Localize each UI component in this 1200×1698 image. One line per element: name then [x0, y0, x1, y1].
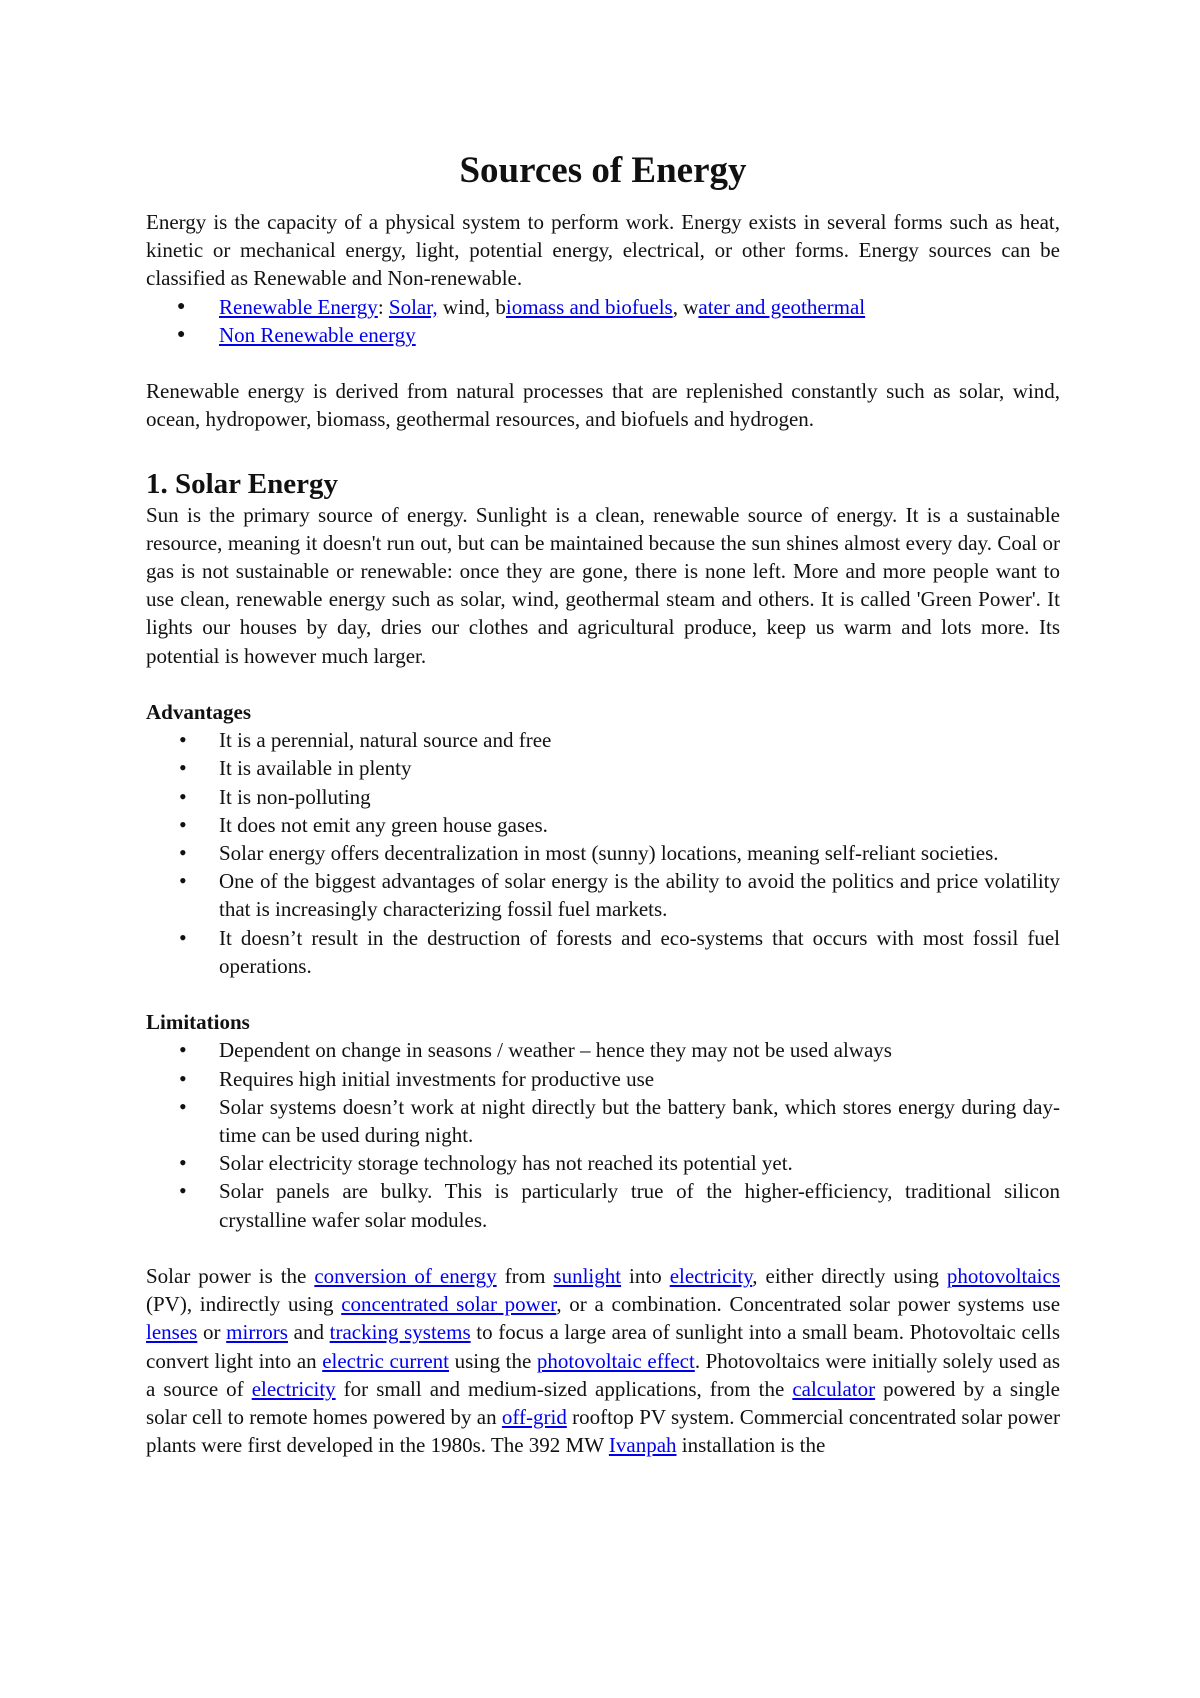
inline-link[interactable]: off-grid [501, 1405, 567, 1430]
water-geothermal-link[interactable]: ater and geothermal [698, 294, 866, 319]
list-item: • One of the biggest advantages of solar energy is the ability to avoid the politics and price volatility that is increasingly characterizing fossil fuel markets. [219, 867, 1060, 923]
advantages-list [146, 726, 1060, 980]
text: , either directly using [752, 1264, 947, 1289]
list-item: • Solar panels are bulky. This is particularly true of the higher-efficiency, traditional silicon crystalline wafer solar modules. [219, 1177, 1060, 1233]
list-item: • Solar energy offers decentralization in most (sunny) locations, meaning self-reliant societies. [219, 839, 1060, 867]
limitations-list [146, 1036, 1060, 1233]
text: , or a combination. Concentrated solar power systems use [556, 1292, 1061, 1317]
list-item: • Dependent on change in seasons / weather – hence they may not be used always [219, 1036, 1060, 1064]
text: powered by a single solar cell to remote homes powered by an [146, 1376, 1060, 1430]
inline-link[interactable]: concentrated solar power [341, 1292, 557, 1317]
document-page [146, 148, 1060, 1459]
inline-link[interactable]: Ivanpah [608, 1433, 677, 1458]
list-item: • Solar electricity storage technology has not reached its potential yet. [219, 1149, 1060, 1177]
solar-link[interactable]: Solar, [388, 294, 438, 319]
text: for small and medium-sized applications, from the [335, 1376, 793, 1401]
list-item: • It does not emit any green house gases. [219, 811, 1060, 839]
inline-link[interactable]: tracking systems [329, 1320, 471, 1345]
text: . Photovoltaics were initially solely used as a source of [146, 1348, 1061, 1401]
inline-link[interactable]: mirrors [226, 1320, 288, 1345]
text: wind, b [437, 294, 506, 319]
text: from [496, 1264, 554, 1289]
text: : [377, 294, 389, 319]
text: (PV), indirectly using [146, 1292, 342, 1317]
advantages-heading: Advantages [146, 700, 252, 725]
list-item-nonrenewable [219, 321, 1060, 349]
text: installation is the [676, 1433, 826, 1458]
list-item: • It doesn’t result in the destruction of forests and eco-systems that occurs with most fossil fuel operations. [219, 924, 1060, 980]
inline-link[interactable]: electricity [251, 1376, 336, 1401]
inline-link[interactable]: sunlight [553, 1264, 622, 1289]
text: and [287, 1320, 330, 1345]
inline-link[interactable]: photovoltaics [946, 1264, 1061, 1289]
limitations-heading: Limitations [146, 1010, 250, 1035]
text: into [621, 1264, 670, 1289]
list-item: • It is non-polluting [219, 783, 1060, 811]
text: Solar power is the [146, 1264, 315, 1289]
inline-link[interactable]: photovoltaic effect [536, 1348, 695, 1373]
inline-link[interactable]: electric current [322, 1348, 450, 1373]
inline-link[interactable]: lenses [146, 1320, 198, 1345]
solar-heading: 1. Solar Energy [146, 467, 338, 500]
intro-paragraph: Energy is the capacity of a physical system to perform work. Energy exists in several forms such as heat, kinetic or mechanical energy, light, potential energy, electrical, or other forms. Energy sources can be classified as Renewable and Non-renewable. [146, 210, 1060, 291]
text: , w [672, 294, 699, 319]
list-item: • Solar systems doesn’t work at night directly but the battery bank, which stores energy during day-time can be used during night. [219, 1093, 1060, 1149]
text: rooftop PV system. Commercial concentrated solar power plants were first developed in the 1980s. The 392 MW [146, 1405, 1060, 1458]
renewable-paragraph: Renewable energy is derived from natural processes that are replenished constantly such as solar, wind, ocean, hydropower, biomass, geothermal resources, and biofuels and hydrogen. [146, 379, 1060, 432]
text: using the [449, 1348, 537, 1373]
list-item: • It is available in plenty [219, 754, 1060, 782]
inline-link[interactable]: conversion of energy [314, 1264, 497, 1289]
text: or [197, 1320, 227, 1345]
text: to focus a large area of sunlight into a small beam. Photovoltaic cells convert light into an [146, 1320, 1060, 1373]
list-item: • It is a perennial, natural source and free [219, 726, 1060, 754]
energy-source-list [146, 293, 1060, 349]
list-item: • Requires high initial investments for productive use [219, 1065, 1060, 1093]
inline-link[interactable]: electricity [669, 1264, 753, 1289]
non-renewable-link[interactable]: Non Renewable energy [219, 322, 416, 347]
renewable-energy-link[interactable]: Renewable Energy [219, 294, 378, 319]
biomass-link[interactable]: iomass and biofuels [505, 294, 673, 319]
inline-link[interactable]: calculator [792, 1376, 876, 1401]
solar-paragraph: Sun is the primary source of energy. Sunlight is a clean, renewable source of energy. It is a sustainable resource, meaning it doesn't run out, but can be maintained because the sun shines almost every day. Coal or gas is not sustainable or renewable: once they are gone, there is none left. More and more people want to use clean, renewable energy such as solar, wind, geothermal steam and others. It is called 'Green Power'. It lights our houses by day, dries our clothes and agricultural produce, keep us warm and lots more. Its potential is however much larger. [146, 502, 1060, 668]
page-title: Sources of Energy [459, 150, 747, 191]
solar-power-paragraph [146, 1262, 1060, 1459]
list-item-renewable [219, 293, 1060, 321]
